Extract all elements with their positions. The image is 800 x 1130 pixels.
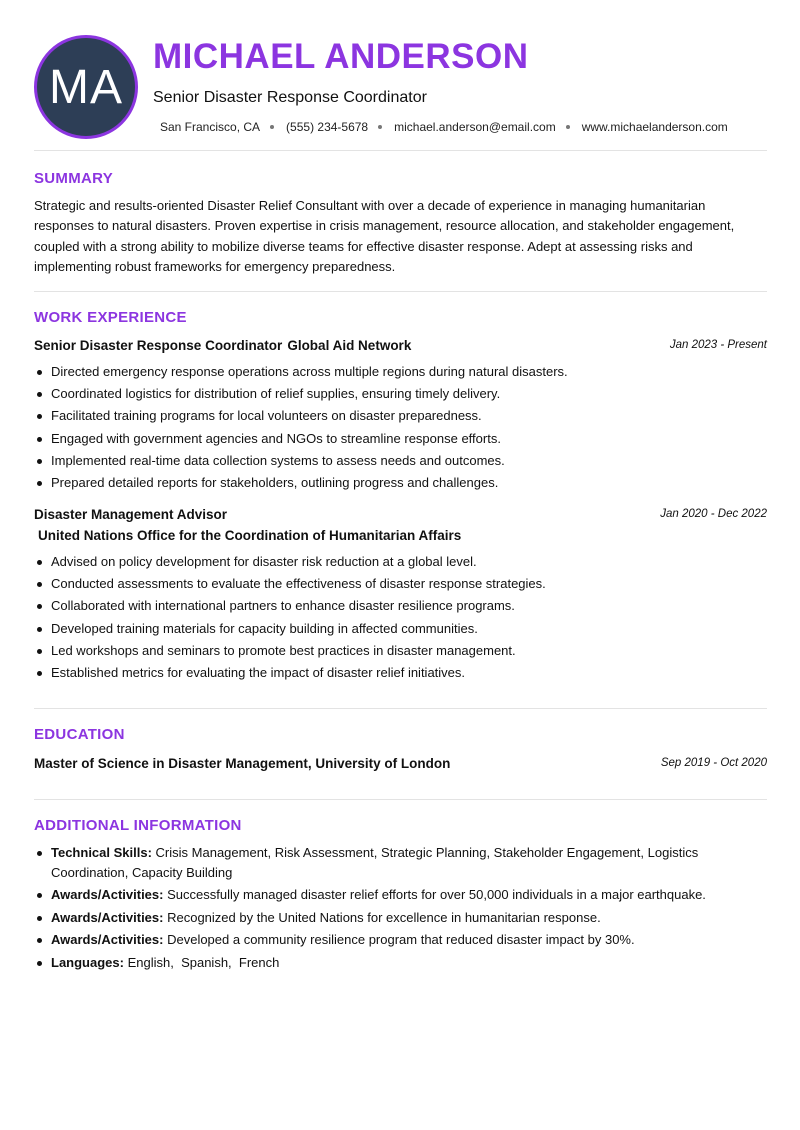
bullet-item: Facilitated training programs for local volunteers on disaster preparedness.	[34, 406, 767, 428]
avatar	[34, 35, 138, 139]
additional-item	[34, 885, 734, 905]
bullet-item: Engaged with government agencies and NGOs to streamline response efforts.	[34, 429, 767, 451]
job-header	[34, 337, 767, 355]
contact-email[interactable]: michael.anderson@email.com	[394, 120, 556, 134]
job-role: Senior Disaster Response Coordinator	[34, 338, 283, 353]
bullet-item: Conducted assessments to evaluate the effectiveness of disaster response strategies.	[34, 574, 767, 596]
additional-text: Successfully managed disaster relief efforts for over 50,000 individuals in a major earthquake.	[167, 887, 706, 903]
job-bullets	[34, 552, 767, 685]
job-role: Disaster Management Advisor	[34, 507, 228, 522]
additional-text: Recognized by the United Nations for excellence in humanitarian response.	[167, 909, 601, 925]
education-entry	[34, 755, 767, 773]
additional-label: Awards/Activities:	[51, 887, 164, 903]
contact-bar	[160, 120, 728, 134]
bullet-item: Developed training materials for capacity building in affected communities.	[34, 619, 767, 641]
section-divider	[34, 708, 767, 709]
additional-item	[34, 843, 734, 883]
bullet-item: Coordinated logistics for distribution of relief supplies, ensuring timely delivery.	[34, 384, 767, 406]
summary-text: Strategic and results-oriented Disaster Relief Consultant with over a decade of experience in managing humanitarian responses to natural disasters. Proven expertise in crisis management, resource allocation, and stakeholder engagement, coupled with a strong ability to mobilize diverse teams for effective disaster response. Adept at assessing risks and implementing robust frameworks for emergency preparedness.	[34, 198, 735, 274]
job-organization: Global Aid Network	[287, 338, 412, 353]
additional-text: Crisis Management, Risk Assessment, Strategic Planning, Stakeholder Engagement, Logistics Coordination, Capacity Building	[51, 845, 699, 880]
bullet-item: Established metrics for evaluating the impact of disaster relief initiatives.	[34, 663, 767, 685]
additional-heading: ADDITIONAL INFORMATION	[34, 817, 242, 834]
education-dates: Sep 2019 - Oct 2020	[660, 757, 767, 769]
separator-dot-icon	[270, 125, 274, 129]
additional-label: Languages:	[51, 954, 124, 970]
additional-list	[34, 843, 734, 975]
additional-text: Developed a community resilience program that reduced disaster impact by 30%.	[167, 931, 635, 947]
job-bullets	[34, 362, 767, 495]
additional-label: Technical Skills:	[51, 845, 152, 860]
section-divider	[34, 150, 767, 151]
bullet-item: Collaborated with international partners to enhance disaster resilience programs.	[34, 596, 767, 618]
section-divider	[34, 291, 767, 292]
separator-dot-icon	[378, 125, 382, 129]
bullet-item: Directed emergency response operations across multiple regions during natural disasters.	[34, 362, 767, 384]
job-organization: United Nations Office for the Coordination of Humanitarian Affairs	[38, 528, 462, 543]
candidate-name: MICHAEL ANDERSON	[153, 37, 529, 76]
job-dates: Jan 2023 - Present	[669, 339, 767, 351]
contact-website[interactable]: www.michaelanderson.com	[581, 120, 728, 134]
section-divider	[34, 799, 767, 800]
job-header	[34, 506, 767, 524]
bullet-item: Advised on policy development for disaster risk reduction at a global level.	[34, 552, 767, 574]
additional-label: Awards/Activities:	[51, 909, 164, 925]
additional-text: English, Spanish, French	[127, 954, 280, 970]
additional-label: Awards/Activities:	[51, 931, 164, 947]
additional-item	[34, 953, 734, 973]
experience-heading: WORK EXPERIENCE	[34, 309, 187, 326]
contact-phone[interactable]: (555) 234-5678	[286, 120, 369, 134]
education-heading: EDUCATION	[34, 726, 125, 743]
job-dates: Jan 2020 - Dec 2022	[660, 508, 767, 520]
separator-dot-icon	[566, 125, 570, 129]
education-degree: Master of Science in Disaster Management, University of London	[34, 756, 451, 771]
avatar-initials: MA	[49, 60, 123, 114]
additional-item	[34, 930, 734, 950]
contact-location: San Francisco, CA	[160, 120, 261, 134]
bullet-item: Implemented real-time data collection systems to assess needs and outcomes.	[34, 451, 767, 473]
additional-item	[34, 908, 734, 928]
bullet-item: Prepared detailed reports for stakeholders, outlining progress and challenges.	[34, 473, 767, 495]
candidate-title: Senior Disaster Response Coordinator	[153, 89, 427, 106]
bullet-item: Led workshops and seminars to promote best practices in disaster management.	[34, 641, 767, 663]
summary-heading: SUMMARY	[34, 170, 114, 187]
